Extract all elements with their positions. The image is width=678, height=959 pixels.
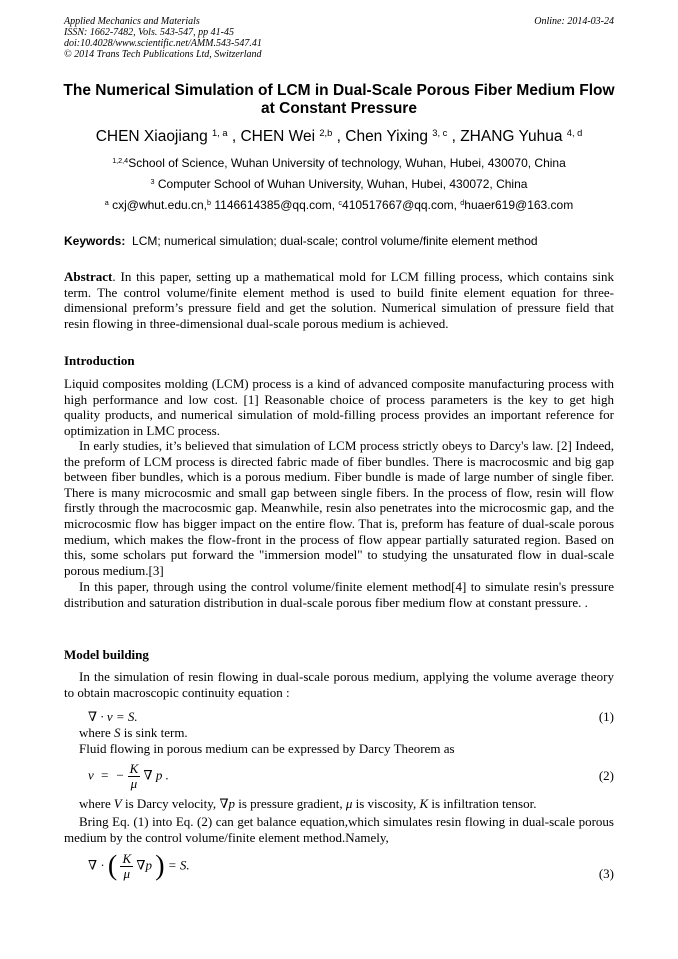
text: where: [79, 796, 111, 811]
author-sup: 3, c: [432, 127, 448, 138]
variable: V: [113, 796, 122, 811]
paragraph: In the simulation of resin flowing in dual-scale porous medium, applying the volume average theory to obtain macroscopic continuity equation :: [64, 669, 614, 700]
equation-1: ∇ · v = S.: [88, 709, 138, 724]
doi-line: doi:10.4028/www.scientific.net/AMM.543-547.41: [64, 38, 262, 49]
eq-part: ∇ p .: [143, 767, 169, 783]
paper-title: The Numerical Simulation of LCM in Dual-Scale Porous Fiber Medium Flow at Constant Pressure: [63, 82, 615, 117]
equation-3: [88, 852, 190, 881]
email-sup: c: [338, 198, 343, 208]
numerator: K: [129, 761, 139, 776]
abstract: [64, 269, 614, 331]
abstract-text: . In this paper, setting up a mathematical mold for LCM filling process, which contains sink term. The control volume/finite element method is used to build finite element equation for three-dimensional preform’s pressure field and get the solution. Numerical simulation of pressure field that resin flowing in three-dimensional dual-scale porous medium is achieved.: [64, 269, 614, 331]
text: is viscosity,: [352, 796, 420, 811]
fraction: [120, 852, 133, 881]
section-heading: Model building: [64, 647, 149, 662]
paragraph: In this paper, through using the control volume/finite element method[4] to simulate resin's pressure distribution and saturation distribution in dual-scale porous fiber medium flow at constant pressure. .: [64, 579, 614, 610]
right-paren: ): [155, 850, 165, 882]
left-paren: (: [107, 850, 118, 882]
online-date: Online: 2014-03-24: [534, 16, 614, 27]
eq-part: = S.: [167, 857, 190, 873]
affiliation: [60, 177, 618, 191]
equation-number: (2): [598, 768, 614, 783]
variable: K: [419, 796, 429, 811]
email[interactable]: 410517667@qq.com,: [342, 198, 457, 212]
fraction: [128, 762, 141, 791]
author-list: CHEN Xiaojiang $^{1, a}$ , CHEN Wei $^{2,b}$ , Chen Yixing $^{3, c}$ , ZHANG Yuhua $^{4, d}$: [95, 127, 583, 145]
copyright-line: © 2014 Trans Tech Publications Ltd, Switzerland: [64, 49, 262, 60]
author-sup: 4, d: [566, 127, 583, 138]
equation-number: (3): [598, 866, 614, 881]
author-name: ZHANG Yuhua: [460, 128, 563, 145]
keywords: [64, 234, 538, 248]
variable: ∇p: [219, 796, 236, 811]
denominator: μ: [130, 776, 138, 791]
author-name: CHEN Xiaojiang: [95, 128, 208, 145]
eq-part: ∇ ·: [88, 857, 105, 873]
keywords-text: LCM; numerical simulation; dual-scale; control volume/finite element method: [132, 234, 538, 248]
email[interactable]: cxj@whut.edu.cn,: [112, 198, 208, 212]
email-sup: b: [207, 198, 212, 208]
variable: S: [114, 725, 121, 740]
section-heading: Introduction: [64, 353, 135, 368]
denominator: μ: [123, 866, 131, 881]
email[interactable]: 1146614385@qq.com,: [214, 198, 336, 212]
author-name: Chen Yixing: [345, 128, 428, 145]
text: is pressure gradient,: [235, 796, 346, 811]
eq-part: v = −: [88, 767, 125, 783]
where-line-2: [79, 796, 614, 812]
equation-2: [88, 762, 169, 791]
author-sup: 1, a: [212, 127, 228, 138]
equation-number: (1): [598, 709, 614, 724]
paragraph: Liquid composites molding (LCM) process is a kind of advanced composite manufacturing process with high performance and low cost. [1] Reasonable choice of process parameters is the key to get high quality products, and numerical simulation of mold-filling process provides an important reference for optimization in LMC process.: [64, 376, 614, 438]
text: where: [79, 725, 111, 740]
email-sup: d: [460, 198, 465, 208]
text: is Darcy velocity,: [121, 796, 220, 811]
paragraph: In early studies, it’s believed that simulation of LCM process strictly obeys to Darcy's law. [2] Indeed, the preform of LCM process is directed fabric made of fiber bundles. There is macrocosmic and big gap between fiber bundles, which is a porous medium. Fiber bundle is made of large number of single fiber. There is many microcosmic and small gap between single fibers. In the process of flow, resin will flow firstly through the macrocosmic gap. Meanwhile, resin also penetrates into the microcosmic gap, and the microcosmic flow has bigger impact on the entire flow. That is, preform has feature of dual-scale porous medium, which makes the flow-front in the process of flow appear partially saturated region. Based on this, some scholars put forward the "immersion model" to studying the unsaturated flow in dual-scale porous medium.[3]: [64, 438, 614, 578]
affiliation: [60, 156, 618, 170]
abstract-label: Abstract: [64, 269, 113, 284]
affiliation-text: School of Science, Wuhan University of technology, Wuhan, Hubei, 430070, China: [128, 156, 566, 170]
journal-name: Applied Mechanics and Materials: [64, 16, 200, 27]
eq-part: ∇p: [136, 857, 152, 873]
author-name: CHEN Wei: [240, 128, 316, 145]
affiliation-text: Computer School of Wuhan University, Wuhan, Hubei, 430072, China: [157, 177, 528, 191]
numerator: K: [122, 851, 132, 866]
affiliation-sup: 1,2,4: [112, 156, 129, 166]
author-sup: 2,b: [319, 127, 333, 138]
email-list: [60, 198, 618, 212]
email[interactable]: huaer619@163.com: [464, 198, 574, 212]
issn-line: ISSN: 1662-7482, Vols. 543-547, pp 41-45: [64, 27, 234, 38]
variable: μ: [345, 796, 353, 811]
paragraph: Bring Eq. (1) into Eq. (2) can get balance equation,which simulates resin flowing in dual-scale porous medium by the control volume/finite element method.Namely,: [64, 814, 614, 845]
journal-header: [64, 16, 262, 60]
where-line: [79, 725, 614, 741]
paragraph: Fluid flowing in porous medium can be expressed by Darcy Theorem as: [79, 741, 455, 756]
text: is infiltration tensor.: [428, 796, 537, 811]
text: is sink term.: [123, 725, 188, 740]
email-sup: a: [104, 198, 109, 208]
keywords-label: Keywords:: [64, 234, 126, 248]
affiliation-sup: 3: [150, 177, 155, 187]
